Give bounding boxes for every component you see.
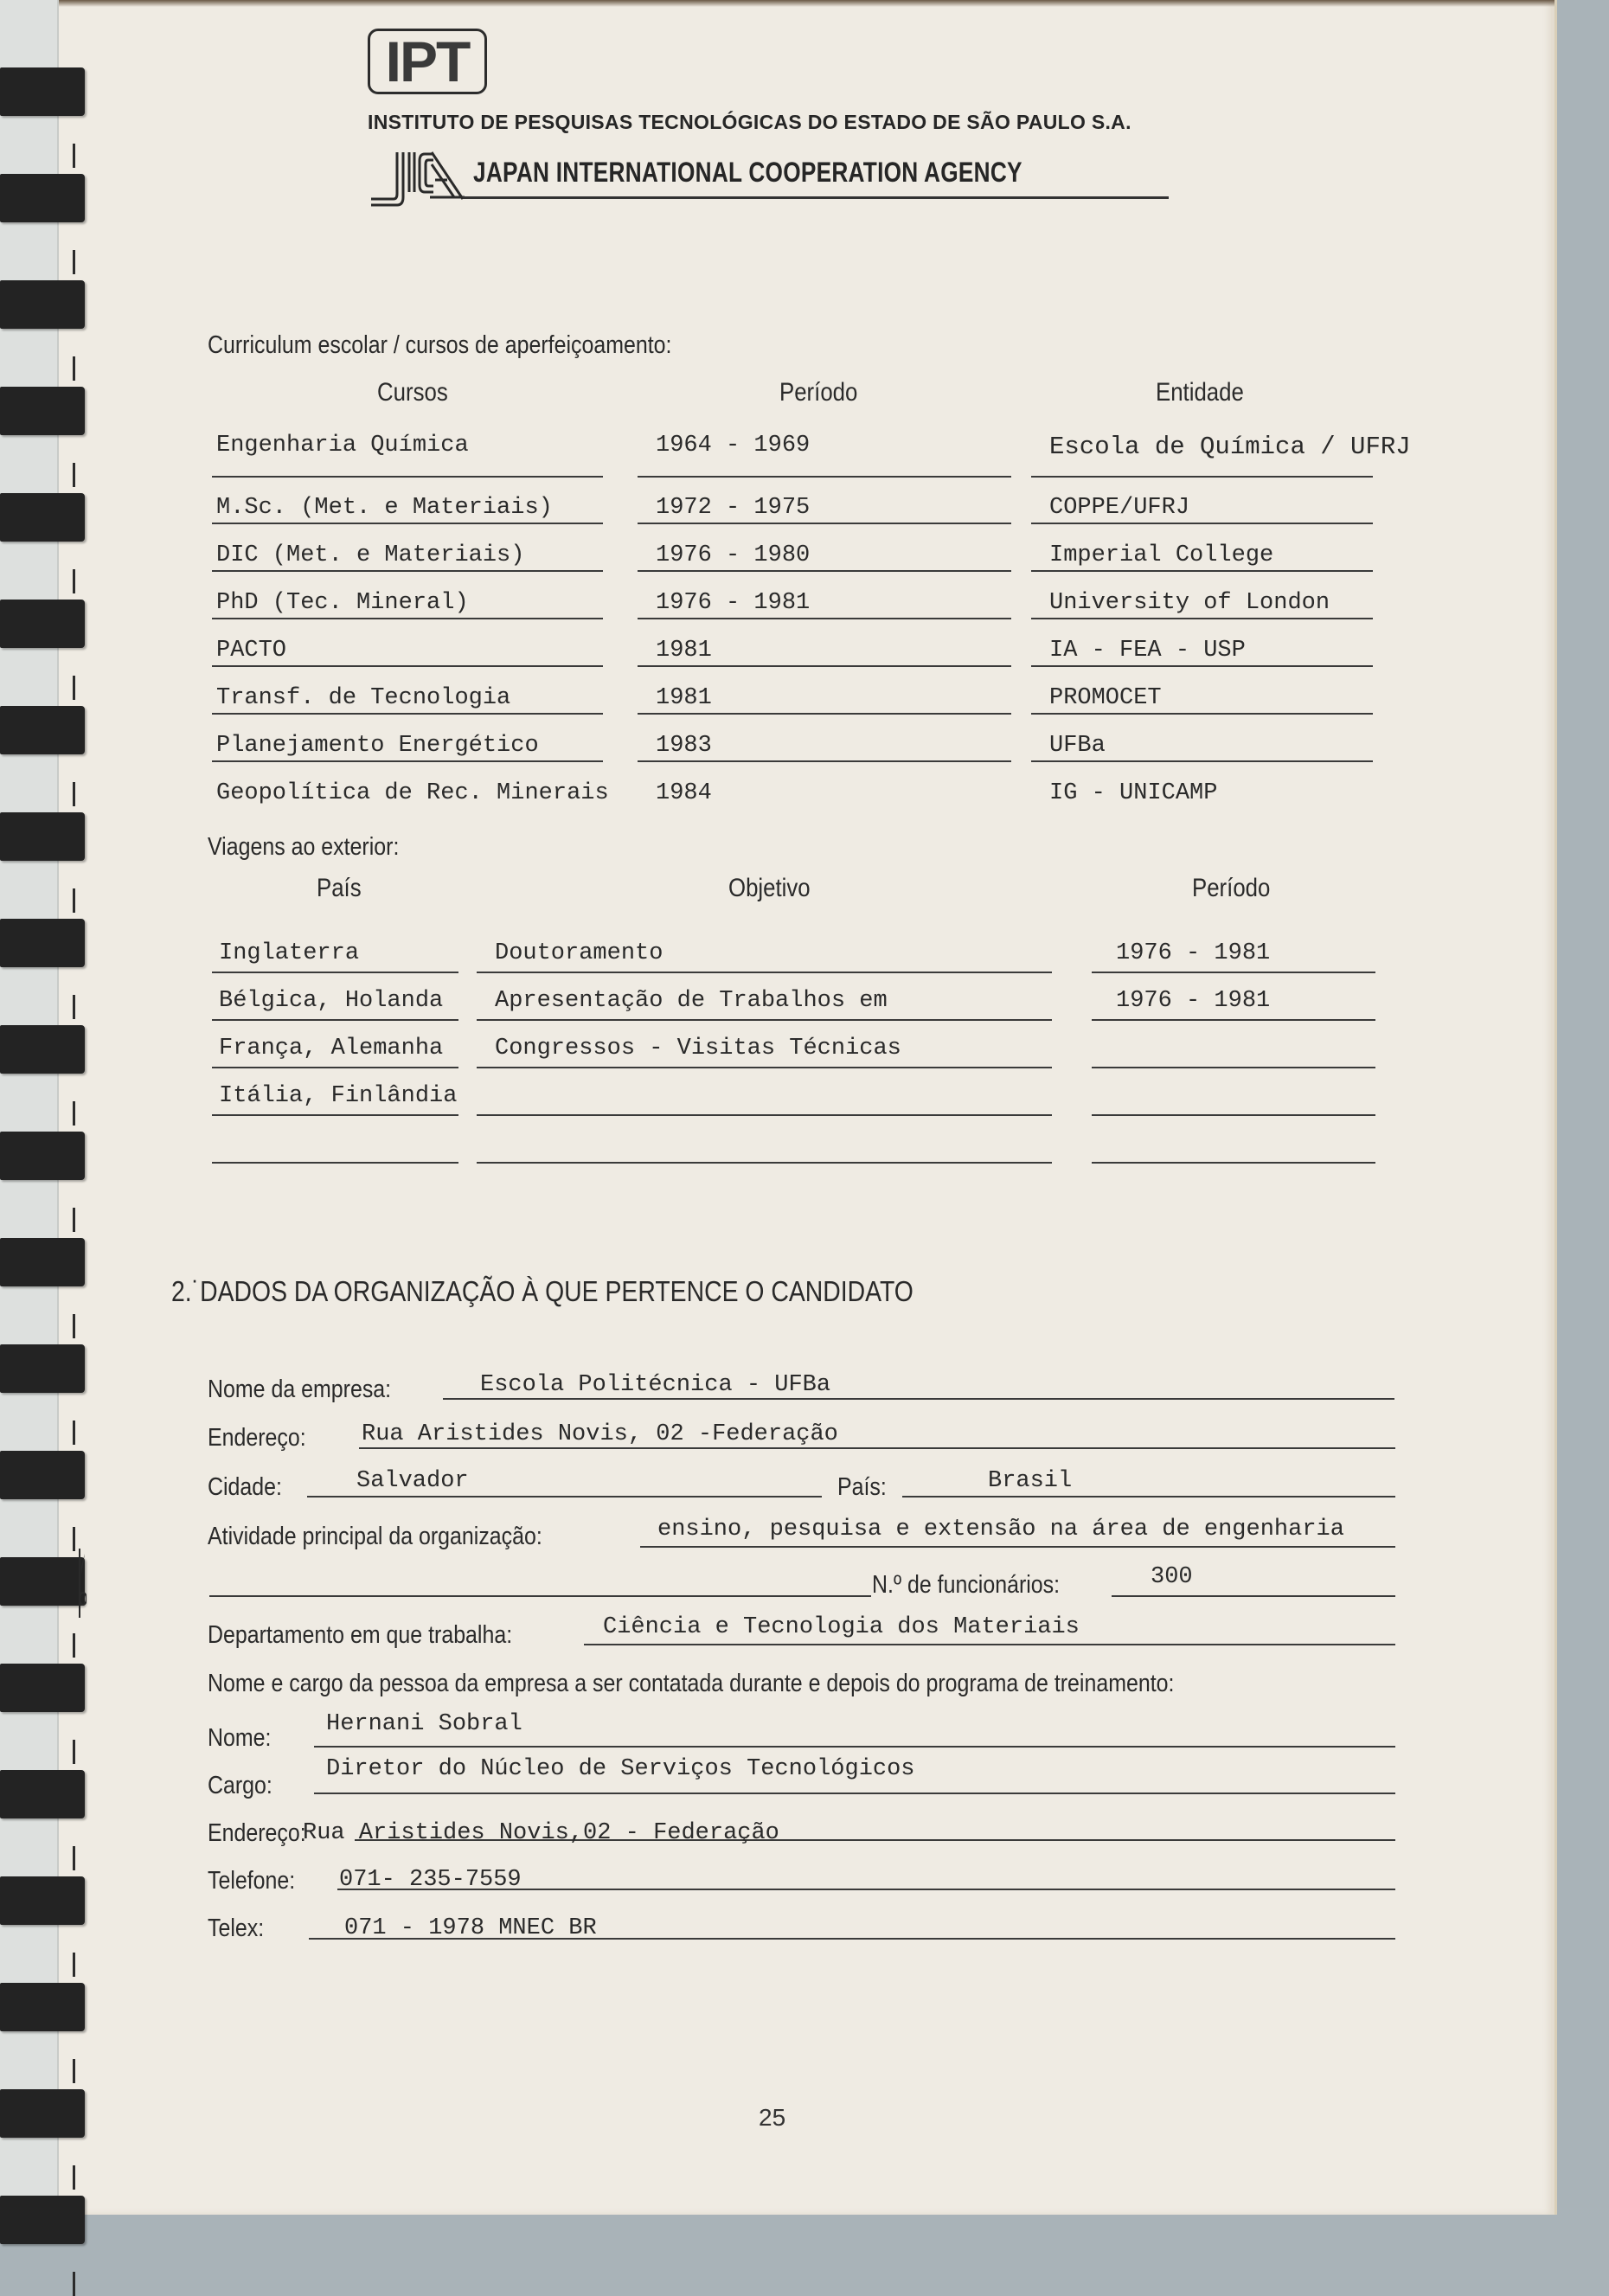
nome-field[interactable]: Hernani Sobral <box>326 1711 522 1737</box>
funcionarios-field-line <box>1112 1595 1395 1597</box>
curriculum-cell-entidade[interactable]: University of London <box>1049 590 1330 616</box>
endereco-label: Endereço: <box>208 1424 306 1452</box>
binding-tick <box>73 1740 75 1764</box>
telex-label: Telex: <box>208 1914 265 1942</box>
nome-field-line <box>314 1746 1395 1748</box>
binding-ring <box>0 1451 85 1499</box>
curriculum-field-line <box>1031 476 1373 478</box>
institute-title: INSTITUTO DE PESQUISAS TECNOLÓGICAS DO ESTADO DE SÃO PAULO S.A. <box>368 111 1131 133</box>
cidade-field-line <box>307 1496 822 1498</box>
viagens-field-line <box>477 1019 1052 1021</box>
binding-ring <box>0 1876 85 1925</box>
curriculum-cell-entidade[interactable]: IA - FEA - USP <box>1049 638 1246 664</box>
jica-logo <box>368 149 467 211</box>
binding-ring <box>0 812 85 861</box>
binding-ring <box>0 600 85 648</box>
binding-tick <box>73 1101 75 1126</box>
curriculum-field-line <box>212 665 603 667</box>
binding-tick <box>73 995 75 1019</box>
viagens-field-line <box>212 1162 458 1164</box>
telefone-label: Telefone: <box>208 1867 296 1895</box>
col-header-objetivo: Objetivo <box>728 874 811 902</box>
handwritten-mark-icon <box>76 1549 87 1618</box>
curriculum-cell-curso[interactable]: DIC (Met. e Materiais) <box>216 542 525 568</box>
curriculum-field-line <box>212 760 603 762</box>
curriculum-cell-periodo[interactable]: 1983 <box>656 733 712 759</box>
binding-tick <box>73 1421 75 1445</box>
curriculum-field-line <box>638 476 1011 478</box>
curriculum-cell-periodo[interactable]: 1984 <box>656 780 712 806</box>
binding-tick <box>73 463 75 487</box>
curriculum-field-line <box>212 570 603 572</box>
viagens-cell-pais[interactable]: Itália, Finlândia <box>219 1083 458 1109</box>
binding-ring <box>0 1344 85 1393</box>
curriculum-cell-curso[interactable]: Engenharia Química <box>216 433 469 459</box>
curriculum-field-line <box>212 618 603 619</box>
col-header-periodo: Período <box>779 378 858 407</box>
cargo-field-line <box>314 1793 1395 1794</box>
binding-ring <box>0 1770 85 1818</box>
binding-tick <box>73 356 75 381</box>
empresa-field[interactable]: Escola Politécnica - UFBa <box>480 1372 831 1398</box>
binding-tick <box>73 2059 75 2083</box>
binding-ring <box>0 706 85 754</box>
curriculum-field-line <box>638 760 1011 762</box>
viagens-cell-pais[interactable]: França, Alemanha <box>219 1036 444 1061</box>
curriculum-cell-entidade[interactable]: IG - UNICAMP <box>1049 780 1218 806</box>
viagens-cell-objetivo[interactable]: Congressos - Visitas Técnicas <box>495 1036 901 1061</box>
curriculum-cell-curso[interactable]: Transf. de Tecnologia <box>216 685 511 711</box>
curriculum-field-line <box>212 476 603 478</box>
binding-ring <box>0 919 85 967</box>
atividade-label: Atividade principal da organização: <box>208 1523 542 1550</box>
binding-tick <box>73 1208 75 1232</box>
viagens-cell-objetivo[interactable]: Apresentação de Trabalhos em <box>495 988 888 1014</box>
curriculum-field-line <box>212 523 603 524</box>
cidade-field[interactable]: Salvador <box>356 1468 469 1494</box>
binding-tick <box>73 2272 75 2296</box>
curriculum-cell-entidade[interactable]: PROMOCET <box>1049 685 1162 711</box>
binding-tick <box>73 888 75 913</box>
cargo-label: Cargo: <box>208 1772 272 1799</box>
viagens-field-line <box>1092 1019 1375 1021</box>
funcionarios-label: N.º de funcionários: <box>872 1571 1061 1599</box>
binding-tick <box>73 1314 75 1338</box>
curriculum-cell-entidade[interactable]: COPPE/UFRJ <box>1049 495 1190 521</box>
curriculum-cell-entidade[interactable]: UFBa <box>1049 733 1106 759</box>
curriculum-cell-periodo[interactable]: 1964 - 1969 <box>656 433 811 459</box>
curriculum-cell-entidade[interactable]: Escola de Química / UFRJ <box>1049 433 1411 461</box>
col-header-entidade: Entidade <box>1156 378 1244 407</box>
curriculum-cell-entidade[interactable]: Imperial College <box>1049 542 1274 568</box>
endereco-field[interactable]: Rua Aristides Novis, 02 -Federação <box>362 1421 838 1447</box>
binding-tick <box>73 1527 75 1551</box>
viagens-title: Viagens ao exterior: <box>208 833 400 861</box>
binding-tick <box>73 144 75 168</box>
viagens-cell-periodo[interactable]: 1976 - 1981 <box>1116 940 1271 966</box>
viagens-field-line <box>212 1114 458 1116</box>
atividade-field[interactable]: ensino, pesquisa e extensão na área de engenharia <box>657 1517 1344 1542</box>
binding-tick <box>73 1633 75 1658</box>
contato-endereco-label: Endereço: <box>208 1819 306 1847</box>
viagens-field-line <box>1092 972 1375 973</box>
curriculum-field-line <box>1031 523 1373 524</box>
curriculum-field-line <box>638 713 1011 715</box>
contato-endereco-field[interactable]: Rua Aristides Novis,02 - Federação <box>303 1820 779 1846</box>
curriculum-field-line <box>1031 570 1373 572</box>
viagens-field-line <box>477 1114 1052 1116</box>
binding-tick <box>73 1953 75 1977</box>
ipt-logo-text: IPT <box>385 29 470 93</box>
binding-ring <box>0 493 85 542</box>
curriculum-field-line <box>638 665 1011 667</box>
binding-ring <box>0 1983 85 2031</box>
viagens-field-line <box>477 972 1052 973</box>
binding-ring <box>0 174 85 222</box>
funcionarios-field[interactable]: 300 <box>1151 1564 1193 1590</box>
viagens-field-line <box>212 1019 458 1021</box>
curriculum-cell-curso[interactable]: PACTO <box>216 638 287 664</box>
curriculum-field-line <box>638 570 1011 572</box>
endereco-field-line <box>359 1447 1395 1449</box>
viagens-cell-pais[interactable]: Bélgica, Holanda <box>219 988 444 1014</box>
contato-intro: Nome e cargo da pessoa da empresa a ser contatada durante e depois do programa de treinamento: <box>208 1670 1175 1697</box>
page-top-edge <box>0 0 1555 7</box>
binding-ring <box>0 387 85 435</box>
binding-tick <box>73 1846 75 1870</box>
binding-ring <box>0 1664 85 1712</box>
curriculum-cell-periodo[interactable]: 1976 - 1981 <box>656 590 811 616</box>
cargo-field[interactable]: Diretor do Núcleo de Serviços Tecnológicos <box>326 1756 915 1782</box>
curriculum-cell-periodo[interactable]: 1976 - 1980 <box>656 542 811 568</box>
curriculum-field-line <box>212 713 603 715</box>
curriculum-field-line <box>1031 713 1373 715</box>
viagens-cell-pais[interactable]: Inglaterra <box>219 940 360 966</box>
curriculum-field-line <box>638 523 1011 524</box>
curriculum-cell-curso[interactable]: Planejamento Energético <box>216 733 539 759</box>
binding-ring <box>0 1557 85 1606</box>
curriculum-cell-curso[interactable]: M.Sc. (Met. e Materiais) <box>216 495 553 521</box>
telex-field[interactable]: 071 - 1978 MNEC BR <box>344 1915 597 1941</box>
departamento-label: Departamento em que trabalha: <box>208 1621 513 1649</box>
curriculum-cell-periodo[interactable]: 1981 <box>656 638 712 664</box>
section-title: 2.˙DADOS DA ORGANIZAÇÃO À QUE PERTENCE O CANDIDATO <box>171 1275 913 1307</box>
curriculum-field-line <box>638 618 1011 619</box>
empresa-label: Nome da empresa: <box>208 1376 392 1403</box>
page-number: 25 <box>759 2104 786 2131</box>
binding-ring <box>0 2196 85 2244</box>
viagens-field-line <box>1092 1162 1375 1164</box>
binding-ring <box>0 1025 85 1074</box>
binding-tick <box>73 676 75 700</box>
binding-tick <box>73 782 75 806</box>
atividade-field-line-2 <box>209 1595 871 1597</box>
binding-tick <box>73 2165 75 2190</box>
viagens-field-line <box>1092 1067 1375 1068</box>
binding-ring <box>0 2089 85 2138</box>
col-header-cursos: Cursos <box>377 378 448 407</box>
col-header-periodo-viagens: Período <box>1192 874 1271 902</box>
binding-ring <box>0 280 85 329</box>
curriculum-title: Curriculum escolar / cursos de aperfeiçoamento: <box>208 331 672 359</box>
curriculum-cell-periodo[interactable]: 1972 - 1975 <box>656 495 811 521</box>
curriculum-cell-periodo[interactable]: 1981 <box>656 685 712 711</box>
binding-ring <box>0 1132 85 1180</box>
viagens-field-line <box>212 1067 458 1068</box>
viagens-cell-objetivo[interactable]: Doutoramento <box>495 940 663 966</box>
pais-label: País: <box>837 1473 887 1501</box>
binding-ring <box>0 1238 85 1286</box>
viagens-field-line <box>212 972 458 973</box>
col-header-pais: País <box>317 874 362 902</box>
pais-field[interactable]: Brasil <box>988 1468 1073 1494</box>
curriculum-field-line <box>1031 665 1373 667</box>
empresa-field-line <box>443 1398 1394 1400</box>
departamento-field[interactable]: Ciência e Tecnologia dos Materiais <box>603 1614 1080 1640</box>
binding-tick <box>73 569 75 593</box>
curriculum-cell-curso[interactable]: Geopolítica de Rec. Minerais <box>216 780 609 806</box>
viagens-field-line <box>1092 1114 1375 1116</box>
viagens-cell-periodo[interactable]: 1976 - 1981 <box>1116 988 1271 1014</box>
curriculum-field-line <box>1031 618 1373 619</box>
viagens-field-line <box>477 1162 1052 1164</box>
agency-underline <box>463 196 1169 199</box>
pais-field-line <box>902 1496 1395 1498</box>
nome-label: Nome: <box>208 1724 272 1752</box>
departamento-field-line <box>584 1644 1395 1645</box>
atividade-field-line <box>640 1546 1395 1548</box>
curriculum-field-line <box>1031 760 1373 762</box>
binding-ring <box>0 67 85 116</box>
curriculum-cell-curso[interactable]: PhD (Tec. Mineral) <box>216 590 469 616</box>
viagens-field-line <box>477 1067 1052 1068</box>
binding-tick <box>73 250 75 274</box>
ipt-logo <box>368 29 487 94</box>
telefone-field[interactable]: 071- 235-7559 <box>339 1867 522 1893</box>
agency-title: JAPAN INTERNATIONAL COOPERATION AGENCY <box>473 157 1022 188</box>
cidade-label: Cidade: <box>208 1473 282 1501</box>
